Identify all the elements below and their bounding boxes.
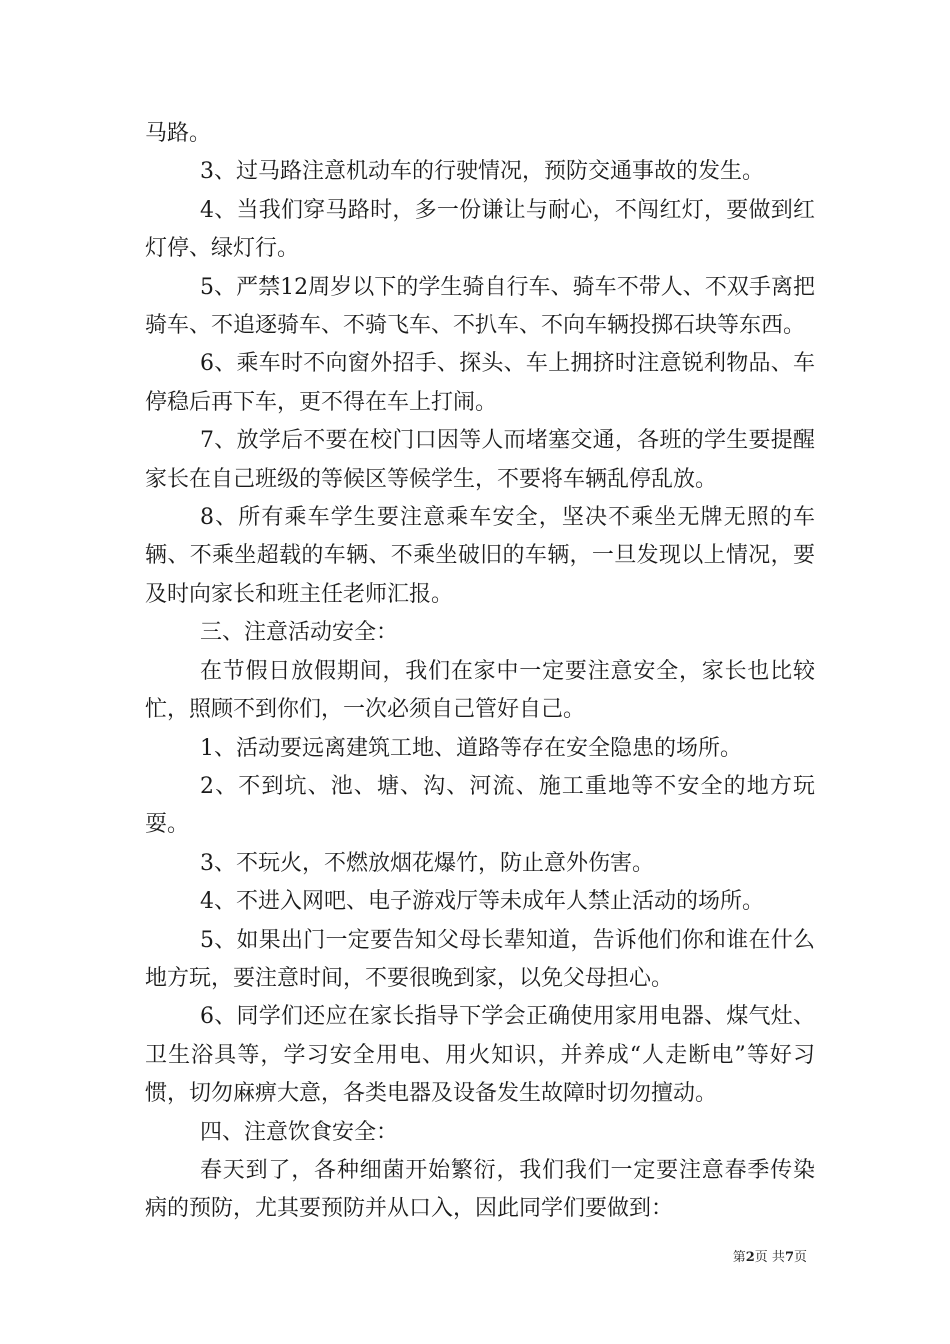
paragraph: 在节假日放假期间，我们在家中一定要注意安全，家长也比较忙，照顾不到你们，一次必须自己管好自己。 — [145, 658, 815, 723]
total-pages-number: 7 — [784, 1250, 794, 1265]
paragraph: 7、放学后不要在校门口因等人而堵塞交通，各班的学生要提醒家长在自己班级的等候区等候学生，不要将车辆乱停乱放。 — [145, 428, 815, 492]
footer-prefix: 第 — [732, 1250, 746, 1265]
paragraph: 4、当我们穿马路时，多一份谦让与耐心，不闯红灯，要做到红灯停、绿灯行。 — [145, 197, 815, 262]
paragraph: 4、不进入网吧、电子游戏厅等未成年人禁止活动的场所。 — [200, 889, 764, 915]
paragraph: 3、过马路注意机动车的行驶情况，预防交通事故的发生。 — [200, 159, 764, 185]
paragraph: 1、活动要远离建筑工地、道路等存在安全隐患的场所。 — [200, 735, 742, 761]
page-footer — [733, 1246, 807, 1265]
footer-suffix: 页 — [793, 1250, 807, 1265]
document-body — [145, 115, 815, 1229]
paragraph: 6、乘车时不向窗外招手、探头、车上拥挤时注意锐利物品、车停稳后再下车，更不得在车上打闹。 — [145, 351, 815, 415]
paragraph: 马路。 — [145, 121, 212, 146]
footer-middle: 页 共 — [754, 1250, 785, 1265]
current-page-number: 2 — [745, 1250, 755, 1265]
paragraph: 8、所有乘车学生要注意乘车安全，坚决不乘坐无牌无照的车辆、不乘坐超载的车辆、不乘坐破旧的车辆，一旦发现以上情况，要及时向家长和班主任老师汇报。 — [145, 505, 815, 607]
paragraph: 三、注意活动安全： — [200, 620, 399, 646]
paragraph: 2、不到坑、池、塘、沟、河流、施工重地等不安全的地方玩耍。 — [145, 773, 815, 838]
paragraph: 3、不玩火，不燃放烟花爆竹，防止意外伤害。 — [200, 850, 654, 876]
paragraph: 春天到了，各种细菌开始繁衍，我们我们一定要注意春季传染病的预防，尤其要预防并从口入，因此同学们要做到： — [145, 1157, 815, 1222]
paragraph: 5、如果出门一定要告知父母长辈知道，告诉他们你和谁在什么地方玩，要注意时间，不要很晚到家，以免父母担心。 — [145, 927, 815, 991]
paragraph: 5、严禁12周岁以下的学生骑自行车、骑车不带人、不双手离把骑车、不追逐骑车、不骑飞车、不扒车、不向车辆投掷石块等东西。 — [145, 274, 815, 339]
paragraph: 四、注意饮食安全： — [200, 1119, 399, 1145]
paragraph: 6、同学们还应在家长指导下学会正确使用家用电器、煤气灶、卫生浴具等，学习安全用电、用火知识，并养成“人走断电”等好习惯，切勿麻痹大意，各类电器及设备发生故障时切勿擅动。 — [145, 1004, 815, 1107]
